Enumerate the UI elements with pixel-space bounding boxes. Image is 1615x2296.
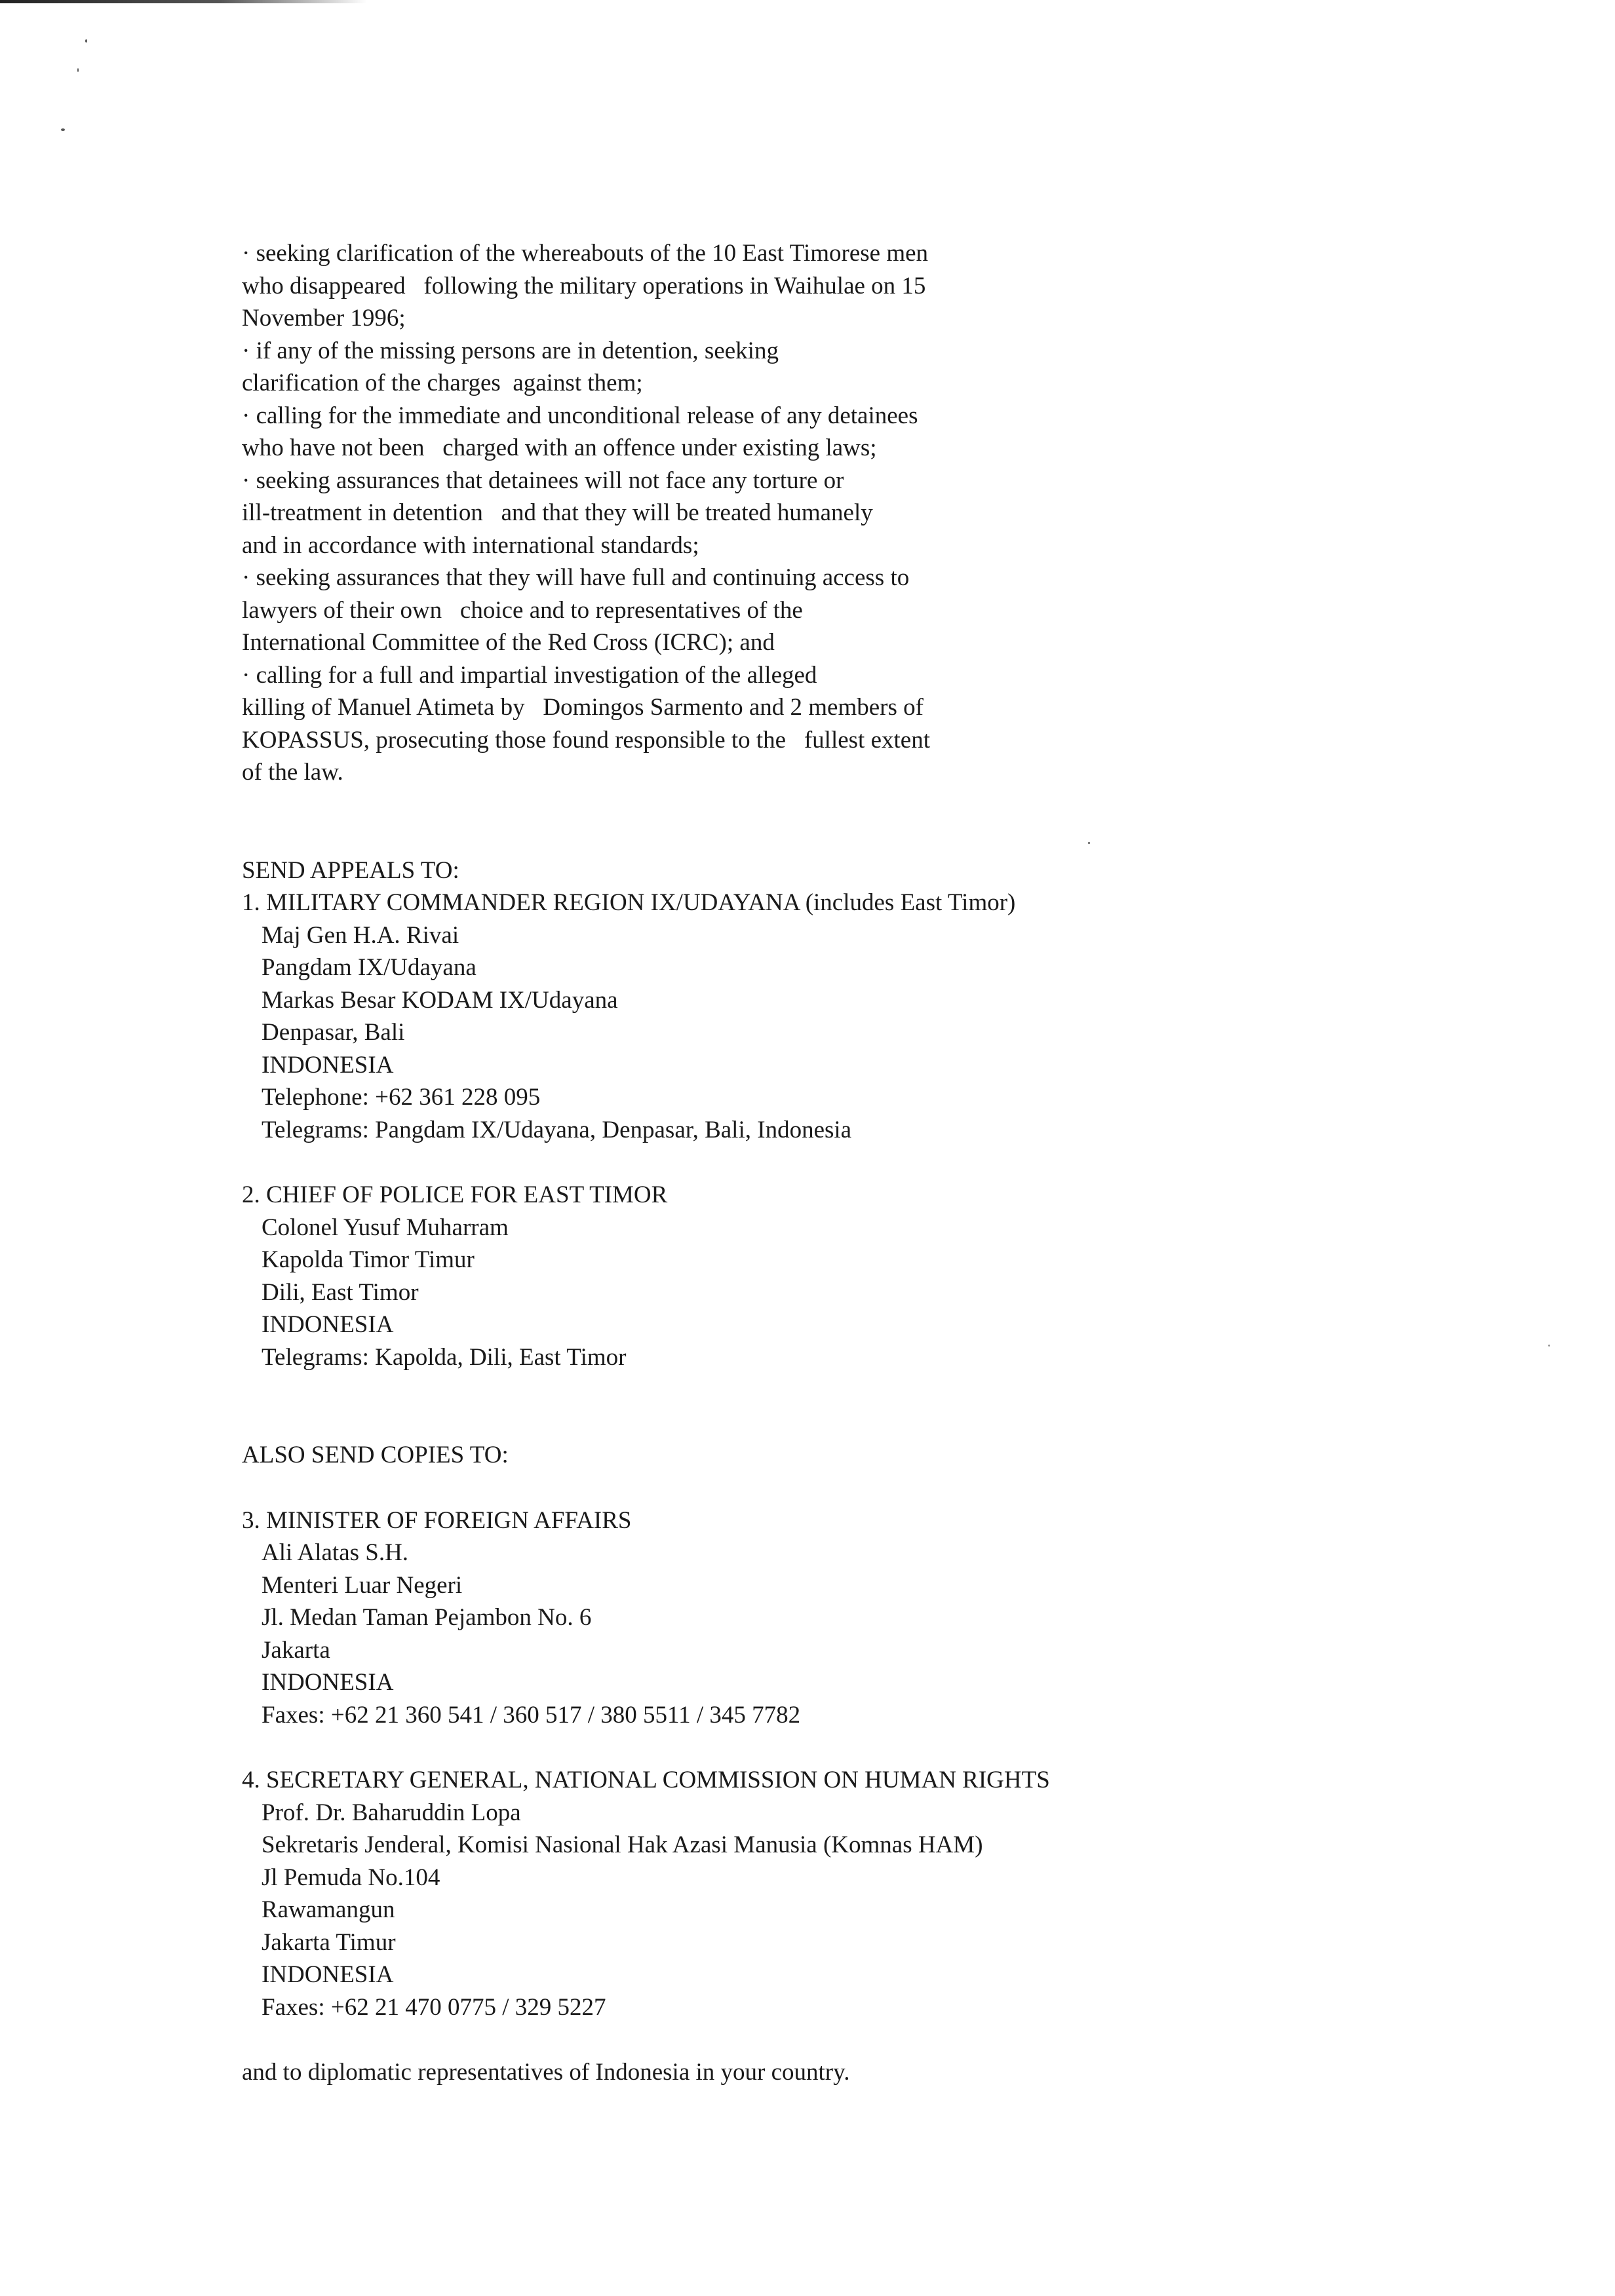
recipient-title: 3. MINISTER OF FOREIGN AFFAIRS (242, 1506, 632, 1534)
action-line: and in accordance with international standards; (242, 531, 699, 559)
recipient-line: Denpasar, Bali (262, 1019, 405, 1046)
scan-speck (85, 39, 87, 43)
document-page (242, 237, 1487, 2089)
recipient-title: 2. CHIEF OF POLICE FOR EAST TIMOR (242, 1181, 668, 1208)
recipient-1 (242, 887, 1487, 1146)
recipient-line: Prof. Dr. Baharuddin Lopa (262, 1799, 521, 1826)
action-line: killing of Manuel Atimeta by Domingos Sarmento and 2 members of (242, 694, 924, 721)
action-line: clarification of the charges against them; (242, 370, 643, 396)
action-line: of the law. (242, 759, 343, 786)
recipient-line: Ali Alatas S.H. (262, 1539, 409, 1566)
recipient-2 (242, 1179, 1487, 1373)
recipient-line: Menteri Luar Negeri (262, 1571, 463, 1599)
scan-edge-mark (0, 0, 367, 3)
recipient-title: 4. SECRETARY GENERAL, NATIONAL COMMISSION ON HUMAN RIGHTS (242, 1767, 1050, 1793)
send-appeals-section (242, 854, 1487, 1374)
recipient-line: Pangdam IX/Udayana (262, 954, 477, 981)
recipient-4 (242, 1764, 1487, 2023)
action-line: · calling for a full and impartial investigation of the alleged (242, 661, 817, 689)
recipient-3 (242, 1504, 1487, 1732)
recipient-title: 1. MILITARY COMMANDER REGION IX/UDAYANA (includes East Timor) (242, 889, 1016, 916)
recipient-line: Maj Gen H.A. Rivai (262, 921, 459, 949)
action-line: · if any of the missing persons are in detention, seeking (242, 337, 779, 364)
action-item-1 (242, 237, 1487, 335)
action-line: KOPASSUS, prosecuting those found responsible to the fullest extent (242, 726, 930, 754)
action-line: ill-treatment in detention and that they will be treated humanely (242, 499, 873, 526)
recipient-line: Faxes: +62 21 470 0775 / 329 5227 (262, 1993, 606, 2021)
action-line: · seeking assurances that they will have full and continuing access to (242, 564, 910, 591)
action-line: November 1996; (242, 305, 406, 332)
recipient-line: Jl Pemuda No.104 (262, 1864, 440, 1891)
action-line: who have not been charged with an offence under existing laws; (242, 434, 877, 461)
recipient-line: Markas Besar KODAM IX/Udayana (262, 986, 618, 1014)
recipient-line: Sekretaris Jenderal, Komisi Nasional Hak Azasi Manusia (Komnas HAM) (262, 1831, 983, 1858)
closing-line: and to diplomatic representatives of Indonesia in your country. (242, 2059, 850, 2086)
recipient-line: Dili, East Timor (262, 1278, 419, 1306)
recipient-line: INDONESIA (262, 1669, 394, 1696)
recipient-line: Jakarta (262, 1636, 330, 1664)
copies-heading: ALSO SEND COPIES TO: (242, 1442, 509, 1468)
scan-speck (61, 128, 65, 131)
action-line: · seeking assurances that detainees will not face any torture or (242, 467, 844, 494)
recipient-line: Telephone: +62 361 228 095 (262, 1084, 541, 1111)
recipient-line: INDONESIA (262, 1051, 394, 1079)
action-list (242, 237, 1487, 789)
recipient-line: INDONESIA (262, 1961, 394, 1988)
action-item-3 (242, 400, 1487, 465)
action-item-6 (242, 659, 1487, 789)
recipient-line: Telegrams: Pangdam IX/Udayana, Denpasar, Bali, Indonesia (262, 1116, 852, 1143)
scan-speck (77, 68, 79, 72)
action-item-4 (242, 465, 1487, 562)
scan-speck (1548, 1345, 1550, 1347)
recipient-line: INDONESIA (262, 1311, 394, 1338)
action-line: · calling for the immediate and unconditional release of any detainees (242, 402, 918, 429)
recipient-line: Kapolda Timor Timur (262, 1246, 475, 1273)
recipient-line: Telegrams: Kapolda, Dili, East Timor (262, 1343, 627, 1371)
recipient-line: Jakarta Timur (262, 1928, 396, 1956)
recipient-line: Faxes: +62 21 360 541 / 360 517 / 380 5511 / 345 7782 (262, 1701, 801, 1729)
send-appeals-heading: SEND APPEALS TO: (242, 856, 459, 884)
recipient-line: Colonel Yusuf Muharram (262, 1214, 509, 1241)
action-line: International Committee of the Red Cross (ICRC); and (242, 629, 775, 656)
action-line: · seeking clarification of the whereabouts of the 10 East Timorese men (242, 240, 929, 267)
action-item-2 (242, 335, 1487, 400)
recipient-line: Rawamangun (262, 1896, 395, 1923)
recipient-line: Jl. Medan Taman Pejambon No. 6 (262, 1604, 592, 1631)
action-line: who disappeared following the military operations in Waihulae on 15 (242, 272, 926, 299)
action-item-5 (242, 562, 1487, 659)
copies-section (242, 1439, 1487, 2023)
action-line: lawyers of their own choice and to representatives of the (242, 596, 803, 624)
